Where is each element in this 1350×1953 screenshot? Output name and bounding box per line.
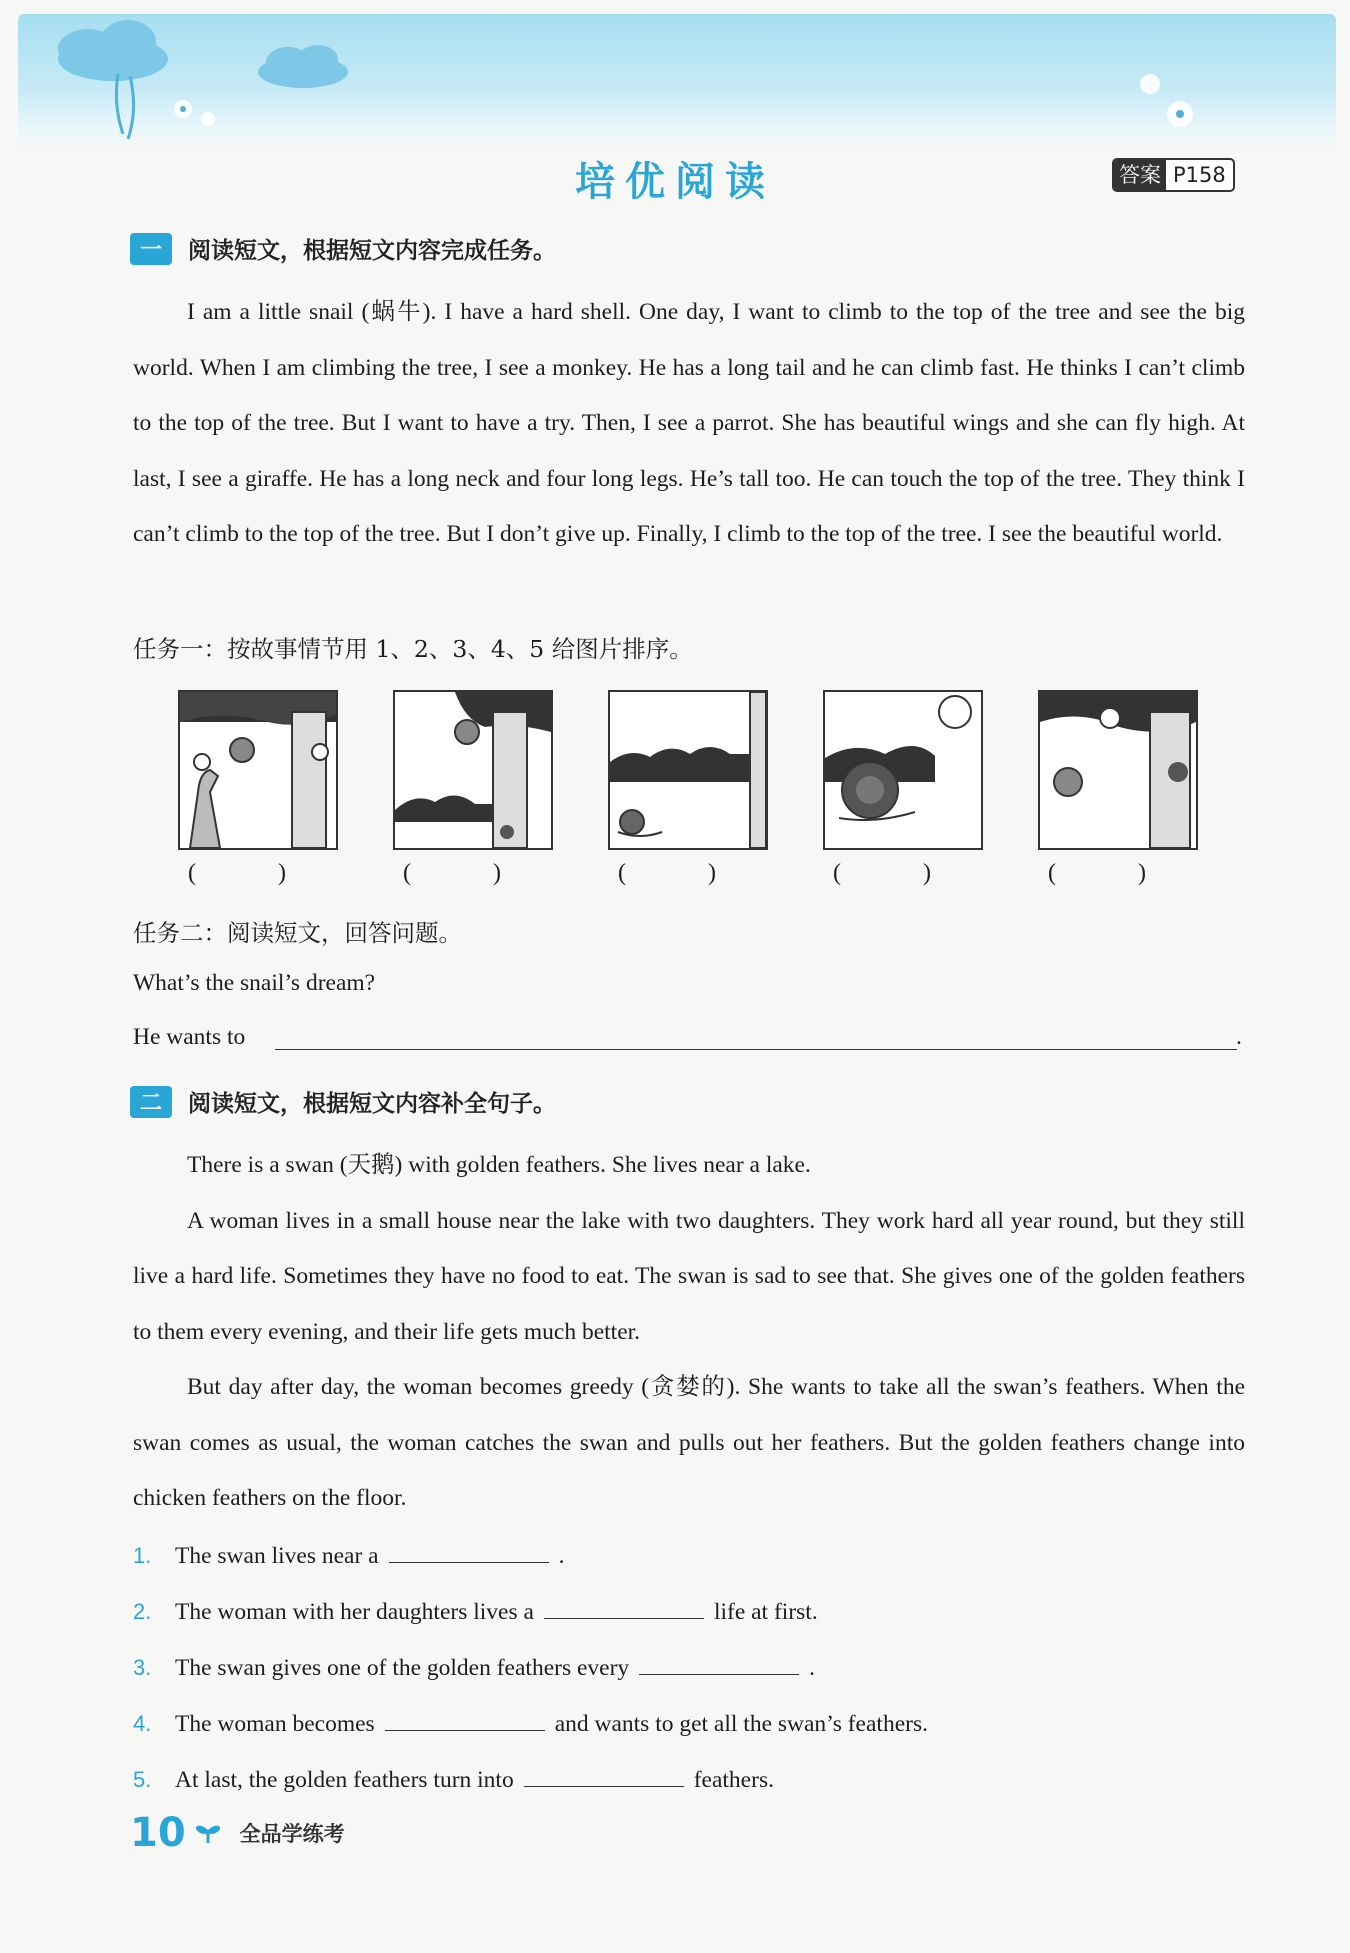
passage-paragraph: But day after day, the woman becomes greedy (贪婪的). She wants to take all the swan’s feathers. When the swan comes as usual, the woman catches the swan and pulls out her feathers. But the golden feathers change into chicken feathers on the floor. — [133, 1374, 1245, 1511]
passage-paragraph: A woman lives in a small house near the lake with two daughters. They work hard all year round, but they still live a hard life. Sometimes they have no food to eat. The swan is sad to see that. She gives one of the golden feathers to them every evening, and their life gets much better. — [133, 1207, 1245, 1345]
fill-blank[interactable] — [639, 1652, 799, 1675]
section-2-passage — [133, 1138, 1245, 1527]
section-1-instruction: 阅读短文，根据短文内容完成任务。 — [188, 238, 556, 264]
section-1-number: 一 — [130, 233, 172, 265]
question-item: 2. The woman with her daughters lives a life at first. — [133, 1596, 818, 1626]
passage-paragraph: I am a little snail (蜗牛). I have a hard shell. One day, I want to climb to the top of the tree and see the big world. When I am climbing the tree, I see a monkey. He has a long tail and he can climb fast. He thinks I can’t climb to the top of the tree. But I want to have a try. Then, I see a parrot. She has beautiful wings and she can fly high. At last, I see a giraffe. He has a long neck and four long legs. He’s tall too. He can touch the top of the tree. They think I can’t climb to the top of the tree. But I don’t give up. Finally, I climb to the top of the tree. I see the beautiful world. — [133, 299, 1245, 547]
picture-5-answer[interactable]: ( ) — [1048, 860, 1184, 886]
answer-prefix: He wants to — [133, 1024, 246, 1050]
snail-at-tree-bottom-picture — [608, 690, 768, 850]
task-2-instruction: 任务二：阅读短文，回答问题。 — [133, 919, 462, 947]
publisher-name: 全品学练考 — [239, 1822, 345, 1846]
answer-blank[interactable] — [275, 1049, 1237, 1050]
question-item: 4. The woman becomes and wants to get all the swan’s feathers. — [133, 1708, 928, 1738]
monkey-parrot-snail-picture — [1038, 690, 1198, 850]
picture-row — [0, 690, 1350, 886]
snail-sun-bushes-picture — [823, 690, 983, 850]
question-item: 5. At last, the golden feathers turn into feathers. — [133, 1764, 774, 1794]
task-1-instruction: 任务一：按故事情节用 1、2、3、4、5 给图片排序。 — [133, 635, 693, 663]
section-2-instruction: 阅读短文，根据短文内容补全句子。 — [188, 1091, 556, 1117]
page-number: 10 — [130, 1810, 186, 1856]
section-2-header — [130, 1085, 556, 1118]
question-text: What’s the snail’s dream? — [133, 970, 376, 996]
picture-2-answer[interactable]: ( ) — [403, 860, 539, 886]
giraffe-parrot-monkey-snail-picture — [178, 690, 338, 850]
question-item: 1. The swan lives near a . — [133, 1540, 564, 1570]
picture-1-answer[interactable]: ( ) — [188, 860, 324, 886]
fill-blank[interactable] — [385, 1708, 545, 1731]
monkey-on-tree-snail-picture — [393, 690, 553, 850]
cloud-flower-decoration-icon — [18, 14, 1336, 150]
page-footer — [130, 1810, 345, 1856]
answer-page: P158 — [1173, 163, 1226, 187]
answer-label: 答案 — [1114, 160, 1166, 190]
fill-blank[interactable] — [544, 1596, 704, 1619]
answer-end: . — [1236, 1024, 1242, 1050]
section-1-header — [130, 232, 556, 265]
header-banner — [18, 14, 1336, 150]
question-item: 3. The swan gives one of the golden feathers every . — [133, 1652, 815, 1682]
answer-page-tag — [1112, 158, 1235, 192]
page-title: 培优阅读 — [575, 159, 775, 205]
passage-paragraph: There is a swan (天鹅) with golden feathers. She lives near a lake. — [187, 1152, 811, 1178]
sprout-icon — [196, 1823, 220, 1843]
picture-4-answer[interactable]: ( ) — [833, 860, 969, 886]
section-2-number: 二 — [130, 1086, 172, 1118]
section-1-passage — [133, 285, 1245, 563]
fill-blank[interactable] — [524, 1764, 684, 1787]
picture-3-answer[interactable]: ( ) — [618, 860, 754, 886]
fill-blank[interactable] — [389, 1540, 549, 1563]
